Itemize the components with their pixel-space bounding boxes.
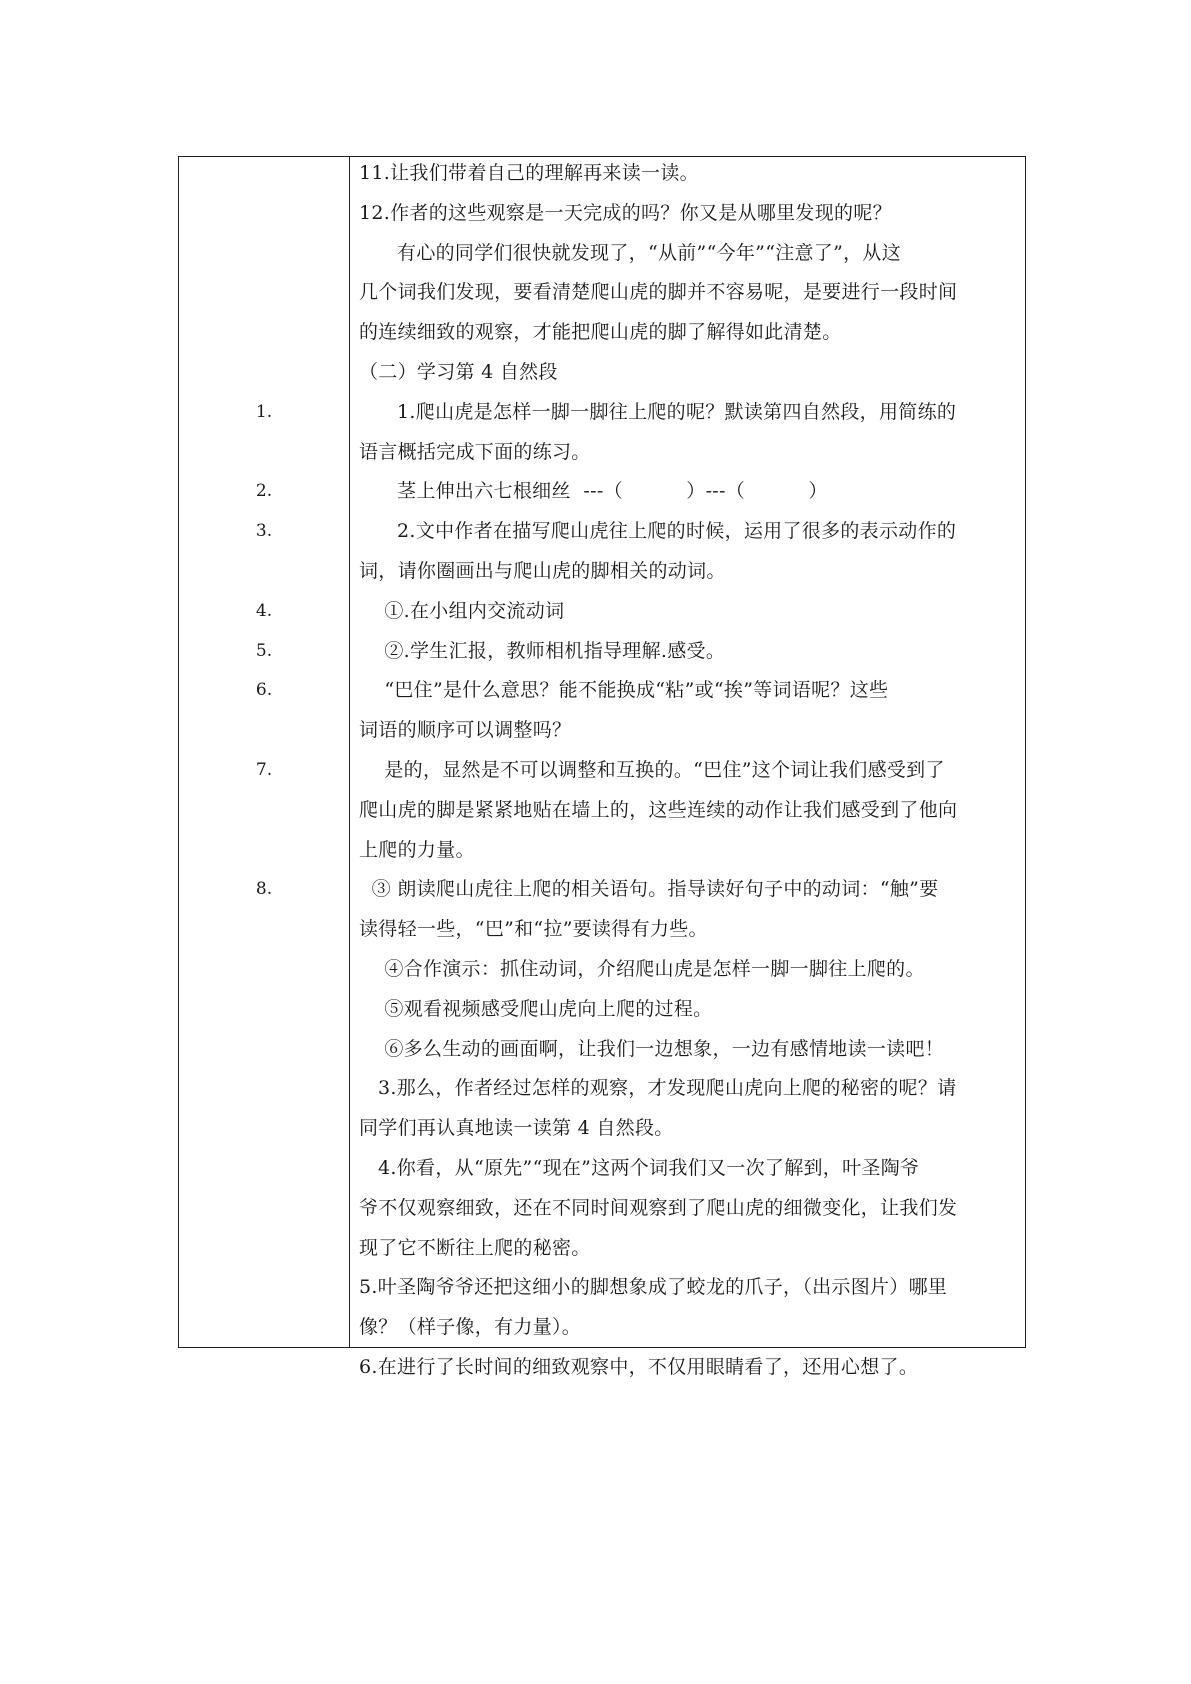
line-number: 5. (255, 641, 273, 661)
text-line: 读得轻一些，“巴”和“拉”要读得有力些。 (359, 918, 708, 940)
text-line: 像？（样子像，有力量）。 (359, 1316, 582, 1338)
text-line: 现了它不断往上爬的秘密。 (359, 1237, 591, 1259)
text-line: 3.那么，作者经过怎样的观察，才发现爬山虎向上爬的秘密的呢？请 (359, 1077, 957, 1099)
text-line: ①.在小组内交流动词 (359, 600, 565, 622)
line-number: 7. (255, 760, 273, 780)
line-number: 3. (255, 521, 273, 541)
text-line: 的连续细致的观察，才能把爬山虎的脚了解得如此清楚。 (359, 321, 842, 343)
text-line: 1.爬山虎是怎样一脚一脚往上爬的呢？默读第四自然段，用简练的 (359, 401, 957, 423)
text-line: 12.作者的这些观察是一天完成的吗？你又是从哪里发现的呢？ (359, 202, 892, 224)
text-line: 同学们再认真地读一读第 4 自然段。 (359, 1117, 674, 1139)
text-line: 有心的同学们很快就发现了，“从前”“今年”“注意了”，从这 (359, 242, 902, 264)
text-line: 上爬的力量。 (359, 839, 475, 861)
text-line: 茎上伸出六七根细丝 ---（ ）---（ ） (359, 480, 828, 502)
text-line: “巴住”是什么意思？能不能换成“粘”或“挨”等词语呢？这些 (359, 679, 889, 701)
text-line: 11.让我们带着自己的理解再来读一读。 (359, 162, 699, 184)
text-line: （二）学习第 4 自然段 (359, 361, 558, 383)
text-line: 语言概括完成下面的练习。 (359, 441, 591, 463)
text-line: 爷不仅观察细致，还在不同时间观察到了爬山虎的细微变化，让我们发 (359, 1197, 958, 1219)
text-line: ③ 朗读爬山虎往上爬的相关语句。指导读好句子中的动词：“触”要 (359, 878, 939, 900)
text-line: 词语的顺序可以调整吗？ (359, 719, 572, 741)
line-number: 4. (255, 601, 273, 621)
line-number: 6. (255, 680, 273, 700)
text-line: 几个词我们发现，要看清楚爬山虎的脚并不容易呢，是要进行一段时间 (359, 281, 958, 303)
text-line: 5.叶圣陶爷爷还把这细小的脚想象成了蛟龙的爪子，（出示图片）哪里 (359, 1276, 948, 1298)
line-number: 2. (255, 481, 273, 501)
column-divider (349, 157, 350, 1347)
text-line: ②.学生汇报，教师相机指导理解.感受。 (359, 640, 726, 662)
text-line: ⑤观看视频感受爬山虎向上爬的过程。 (359, 998, 713, 1020)
text-line: 是的，显然是不可以调整和互换的。“巴住”这个词让我们感受到了 (359, 759, 945, 781)
text-line: 2.文中作者在描写爬山虎往上爬的时候，运用了很多的表示动作的 (359, 520, 957, 542)
line-number: 1. (255, 402, 273, 422)
text-line: 4.你看，从“原先”“现在”这两个词我们又一次了解到，叶圣陶爷 (359, 1157, 920, 1179)
text-line: 爬山虎的脚是紧紧地贴在墙上的，这些连续的动作让我们感受到了他向 (359, 799, 958, 821)
text-line: ④合作演示：抓住动词，介绍爬山虎是怎样一脚一脚往上爬的。 (359, 958, 925, 980)
text-line: 6.在进行了长时间的细致观察中，不仅用眼睛看了，还用心想了。 (359, 1356, 919, 1378)
text-line: 词，请你圈画出与爬山虎的脚相关的动词。 (359, 560, 726, 582)
line-number: 8. (255, 879, 273, 899)
text-line: ⑥多么生动的画面啊，让我们一边想象，一边有感情地读一读吧！ (359, 1038, 945, 1060)
lesson-table (178, 156, 1026, 1378)
